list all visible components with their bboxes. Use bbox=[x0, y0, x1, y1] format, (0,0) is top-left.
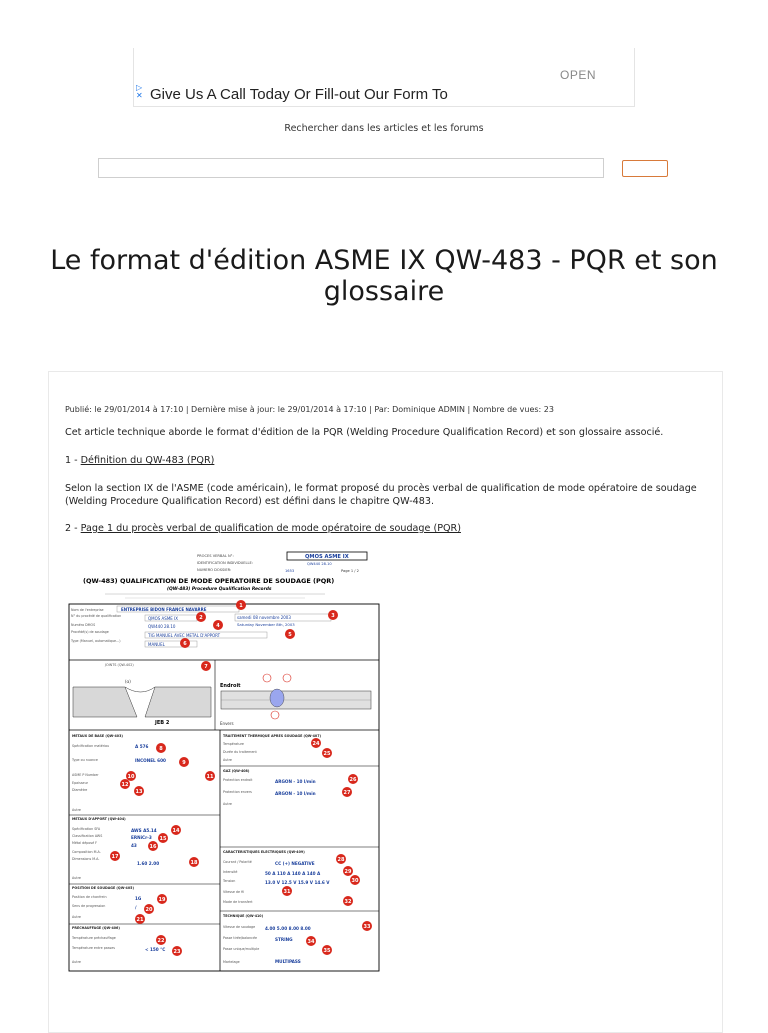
svg-text:Passe tirée/balancée: Passe tirée/balancée bbox=[223, 936, 258, 940]
pqr-gas-shield: ARGON - 10 l/min bbox=[275, 779, 316, 784]
svg-text:Procédé(s) de soudage: Procédé(s) de soudage bbox=[71, 630, 109, 634]
pqr-marker-label: 19 bbox=[158, 896, 166, 903]
svg-text:Classification AWS: Classification AWS bbox=[72, 834, 103, 838]
pqr-pass-type: STRING bbox=[275, 937, 293, 942]
pqr-marker-label: 3 bbox=[331, 612, 335, 619]
pqr-marker-label: 28 bbox=[337, 856, 345, 863]
pqr-position-header: POSITION DE SOUDAGE (QW-405) bbox=[72, 886, 134, 890]
svg-text:N° du procédé de qualification: N° du procédé de qualification bbox=[71, 614, 122, 618]
pqr-speed: 4.00 5.00 8.00 8.00 bbox=[265, 926, 311, 931]
search-input[interactable] bbox=[98, 158, 604, 178]
pqr-marker-label: 31 bbox=[283, 888, 291, 895]
pqr-amps: 50 A 110 A 140 A 140 A bbox=[265, 871, 321, 876]
pqr-position: 1G bbox=[135, 896, 142, 901]
svg-text:Autre: Autre bbox=[72, 808, 81, 812]
pqr-ref-field: QMOS ASME IX bbox=[148, 616, 179, 621]
pqr-marker-label: 13 bbox=[135, 788, 143, 795]
pqr-base-type: INCONEL 600 bbox=[135, 758, 166, 763]
svg-text:Numéro DMOS: Numéro DMOS bbox=[71, 623, 96, 627]
pqr-marker-label: 30 bbox=[351, 877, 359, 884]
section-2-heading bbox=[65, 523, 461, 534]
svg-text:Autre: Autre bbox=[72, 915, 81, 919]
pqr-marker-label: 18 bbox=[190, 859, 198, 866]
svg-text:Dimensions M.A.: Dimensions M.A. bbox=[72, 857, 100, 861]
pqr-joint-label: JOINTS (QW-402) bbox=[105, 663, 134, 667]
pqr-marker-label: 8 bbox=[159, 745, 163, 752]
svg-text:Température préchauffage: Température préchauffage bbox=[72, 936, 116, 940]
svg-text:Tension: Tension bbox=[223, 879, 236, 883]
pqr-company: ENTREPRISE BIDON FRANCE NAVARRE bbox=[121, 607, 207, 612]
pqr-header-field: IDENTIFICATION INDIVIDUELLE: bbox=[197, 561, 254, 565]
svg-text:Diamètre: Diamètre bbox=[72, 788, 88, 792]
pqr-process: TIG MANUEL AVEC METAL D'APPORT bbox=[148, 633, 221, 638]
pqr-marker-label: 33 bbox=[363, 923, 371, 930]
svg-text:Mode de transfert: Mode de transfert bbox=[223, 900, 253, 904]
pqr-marker-label: 6 bbox=[183, 640, 187, 647]
svg-text:Epaisseur: Epaisseur bbox=[72, 781, 89, 785]
pqr-marker-label: 4 bbox=[216, 622, 220, 629]
article-meta: Publié: le 29/01/2014 à 17:10 | Dernière mise à jour: le 29/01/2014 à 17:10 | Par: Dominique ADMIN | Nombre de vues: 23 bbox=[65, 405, 554, 414]
svg-text:JEB 2: JEB 2 bbox=[155, 720, 170, 726]
pqr-marker-label: 32 bbox=[344, 898, 352, 905]
pqr-header-field: NUMERO DOSSIER: bbox=[197, 568, 232, 572]
svg-text:Martelage: Martelage bbox=[223, 960, 240, 964]
svg-text:Température: Température bbox=[223, 742, 244, 746]
pqr-gas-backing: ARGON - 10 l/min bbox=[275, 791, 316, 796]
pqr-filler-header: METAUX D'APPORT (QW-404) bbox=[72, 817, 126, 821]
pqr-marker-label: 25 bbox=[323, 750, 331, 757]
pqr-progression: / bbox=[135, 905, 137, 910]
pqr-header-field: PROCES VERBAL N°: bbox=[197, 554, 234, 558]
search-button[interactable] bbox=[622, 160, 668, 177]
pqr-date-fr: samedi 08 novembre 2003 bbox=[237, 615, 291, 620]
svg-text:Autre: Autre bbox=[223, 802, 232, 806]
pqr-bevel-label: Endroit bbox=[220, 683, 241, 689]
pqr-subtitle: (QW-483) Procedure Qualification Records bbox=[167, 587, 272, 592]
pqr-marker-label: 7 bbox=[204, 663, 208, 670]
pqr-marker-label: 16 bbox=[149, 843, 157, 850]
pqr-technique-header: TECHNIQUE (QW-410) bbox=[223, 914, 264, 918]
svg-text:Protection envers: Protection envers bbox=[223, 790, 252, 794]
svg-text:Protection endroit: Protection endroit bbox=[223, 778, 253, 782]
pqr-id-value: QW440 28.10 bbox=[307, 562, 332, 566]
ad-headline[interactable]: Give Us A Call Today Or Fill-out Our Form To bbox=[150, 86, 448, 103]
pqr-marker-label: 27 bbox=[343, 789, 351, 796]
pqr-file-value: 1653 bbox=[285, 569, 295, 573]
pqr-type: MANUEL bbox=[148, 642, 165, 647]
pqr-marker-label: 24 bbox=[312, 740, 320, 747]
pqr-marker-label: 26 bbox=[349, 776, 357, 783]
pqr-document-image bbox=[65, 547, 385, 973]
article-paragraph: Selon la section IX de l'ASME (code américain), le format proposé du procès verbal de qualification de mode opératoire de soudage (Welding Procedure Qualification Record) est défini dans le chapitre QW-483. bbox=[65, 483, 697, 507]
pqr-marker-label: 29 bbox=[344, 868, 352, 875]
pqr-multipass: MULTIPASS bbox=[275, 959, 301, 964]
svg-text:Position de chanfrein: Position de chanfrein bbox=[72, 895, 107, 899]
pqr-marker-label: 34 bbox=[307, 938, 315, 945]
pqr-marker-label: 11 bbox=[206, 773, 214, 780]
section-2-link[interactable]: Page 1 du procès verbal de qualification de mode opératoire de soudage (PQR) bbox=[80, 523, 461, 534]
pqr-gas-header: GAZ (QW-408) bbox=[223, 769, 250, 773]
pqr-wps: QW440 28.10 bbox=[148, 624, 176, 629]
svg-text:Durée du traitement: Durée du traitement bbox=[223, 750, 257, 754]
svg-text:Passe unique/multiple: Passe unique/multiple bbox=[223, 947, 260, 951]
svg-text:Type ou nuance: Type ou nuance bbox=[72, 758, 98, 762]
pqr-reverse-label: Envers bbox=[220, 721, 234, 726]
pqr-diameters: 1.60 2.00 bbox=[137, 861, 160, 866]
pqr-marker-label: 20 bbox=[145, 906, 153, 913]
svg-text:Sens de progression: Sens de progression bbox=[72, 904, 106, 908]
svg-text:Autre: Autre bbox=[72, 960, 81, 964]
ad-banner[interactable] bbox=[133, 48, 635, 107]
section-2-number: 2 - bbox=[65, 523, 81, 534]
pqr-marker-label: 12 bbox=[121, 781, 129, 788]
search-label: Rechercher dans les articles et les forums bbox=[284, 123, 484, 134]
pqr-marker-label: 9 bbox=[182, 759, 186, 766]
svg-text:(α): (α) bbox=[125, 679, 131, 684]
svg-text:Température entre passes: Température entre passes bbox=[72, 946, 115, 950]
pqr-marker-label: 2 bbox=[199, 614, 203, 621]
pqr-marker-label: 14 bbox=[172, 827, 180, 834]
svg-text:Métal déposé F: Métal déposé F bbox=[72, 841, 98, 845]
pqr-marker-label: 5 bbox=[288, 631, 292, 638]
svg-text:Courant / Polarité: Courant / Polarité bbox=[223, 860, 252, 864]
svg-text:ASME P Number: ASME P Number bbox=[72, 773, 99, 777]
pqr-preheat-header: PRECHAUFFAGE (QW-406) bbox=[72, 926, 120, 930]
svg-text:Autre: Autre bbox=[72, 876, 81, 880]
pqr-base-header: METAUX DE BASE (QW-403) bbox=[72, 734, 123, 738]
svg-text:Vitesse de soudage: Vitesse de soudage bbox=[223, 925, 256, 929]
pqr-marker-label: 21 bbox=[136, 916, 144, 923]
pqr-marker-label: 15 bbox=[159, 835, 167, 842]
pqr-pwht-header: TRAITEMENT THERMIQUE APRES SOUDAGE (QW-407) bbox=[223, 734, 322, 738]
pqr-filler-fno: 43 bbox=[131, 843, 137, 848]
pqr-filler-class: ERNiCr-3 bbox=[131, 835, 152, 840]
ad-open-button[interactable]: OPEN bbox=[560, 68, 597, 82]
pqr-marker-label: 35 bbox=[323, 947, 331, 954]
article-intro: Cet article technique aborde le format d'édition de la PQR (Welding Procedure Qualification Record) et son glossaire associé. bbox=[65, 427, 664, 438]
svg-text:Nom de l'entreprise: Nom de l'entreprise bbox=[71, 608, 104, 612]
pqr-marker-label: 22 bbox=[157, 937, 165, 944]
svg-text:Composition M.A.: Composition M.A. bbox=[72, 850, 101, 854]
svg-text:Vitesse de fil: Vitesse de fil bbox=[223, 890, 245, 894]
pqr-polarity: CC (+) NEGATIVE bbox=[275, 861, 315, 866]
pqr-marker-label: 10 bbox=[127, 773, 135, 780]
pqr-marker-label: 23 bbox=[173, 948, 181, 955]
pqr-preheat: < 150 °C bbox=[145, 947, 166, 952]
page-title: Le format d'édition ASME IX QW-483 - PQR et son glossaire bbox=[50, 245, 718, 307]
ad-choices-icon[interactable]: ▷ ✕ bbox=[136, 83, 143, 100]
svg-text:Spécification matériau: Spécification matériau bbox=[72, 744, 110, 748]
section-1-heading bbox=[65, 455, 214, 466]
pqr-ref-value: QMOS ASME IX bbox=[305, 554, 349, 560]
pqr-date-en: Saturday November 8th, 2003 bbox=[237, 622, 295, 627]
pqr-filler-spec: AWS A5.14 bbox=[131, 828, 157, 833]
pqr-volts: 13.0 V 12.5 V 15.9 V 14.6 V bbox=[265, 880, 330, 885]
svg-text:Type (Manuel, automatique...): Type (Manuel, automatique...) bbox=[71, 639, 121, 643]
pqr-code: (QW-483) bbox=[83, 577, 118, 585]
pqr-title: QUALIFICATION DE MODE OPERATOIRE DE SOUDAGE (PQR) bbox=[120, 577, 335, 585]
section-1-link[interactable]: Définition du QW-483 (PQR) bbox=[80, 455, 215, 466]
svg-text:Intensité: Intensité bbox=[223, 870, 238, 874]
pqr-marker-label: 17 bbox=[111, 853, 119, 860]
svg-text:Autre: Autre bbox=[223, 758, 232, 762]
svg-text:Spécification SFA: Spécification SFA bbox=[72, 827, 101, 831]
pqr-page: Page 1 / 2 bbox=[341, 569, 359, 573]
section-1-number: 1 - bbox=[65, 455, 81, 466]
pqr-elec-header: CARACTERISTIQUES ELECTRIQUES (QW-409) bbox=[223, 850, 305, 854]
pqr-base-spec: A 576 bbox=[135, 744, 149, 749]
pqr-marker-label: 1 bbox=[239, 602, 243, 609]
